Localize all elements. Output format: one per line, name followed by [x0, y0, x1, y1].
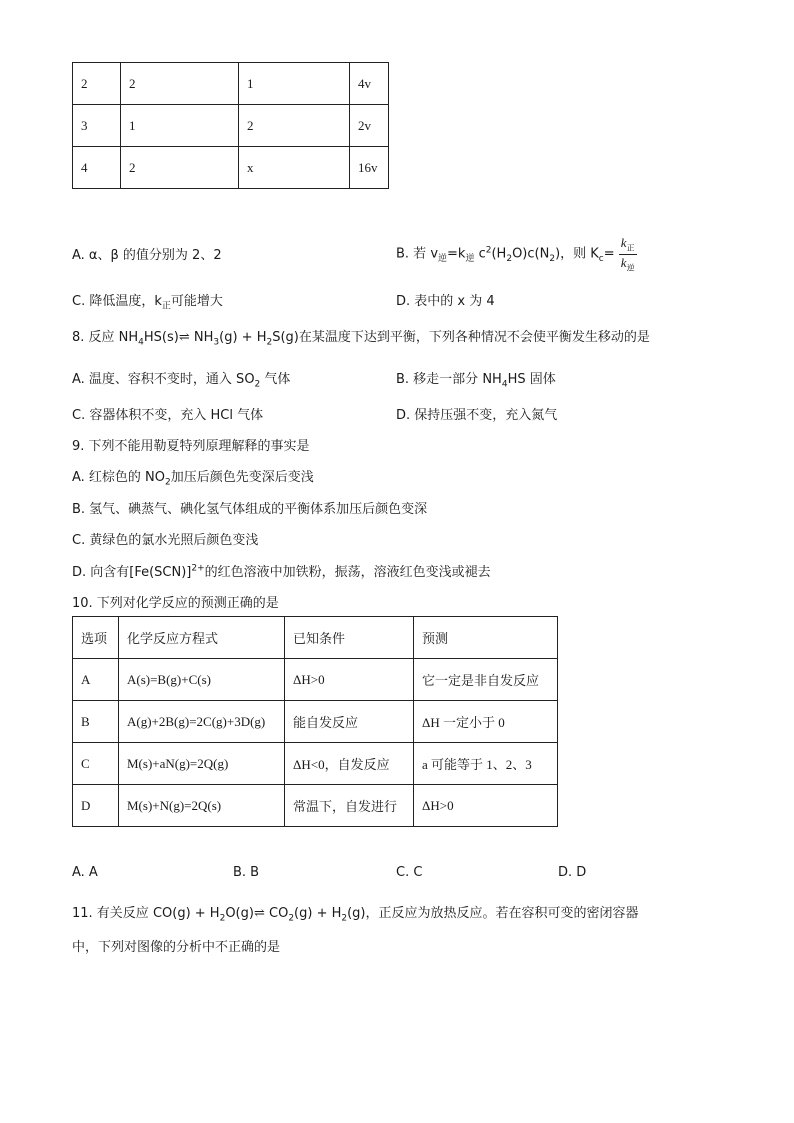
text: =	[603, 246, 615, 262]
table-header: 预测	[414, 617, 558, 659]
text: (g) + H	[219, 330, 267, 345]
table-cell: a 可能等于 1、2、3	[414, 743, 558, 785]
table-cell: 2	[121, 63, 239, 105]
q7-option-a: A. α、β 的值分别为 2、2	[72, 248, 222, 263]
table-cell: A	[73, 659, 119, 701]
q10-stem: 10. 下列对化学反应的预测正确的是	[72, 596, 279, 611]
text: 逆	[465, 254, 475, 265]
table-cell: 2	[73, 63, 121, 105]
text: c	[598, 254, 604, 265]
text: O)c(N	[512, 246, 550, 262]
rate-constant-fraction	[619, 236, 637, 272]
text: k	[620, 254, 627, 270]
text: 8. 反应 NH	[72, 330, 139, 345]
table-row	[73, 785, 558, 827]
table-cell: 3	[73, 105, 121, 147]
table-cell: ΔH 一定小于 0	[414, 701, 558, 743]
q8-option-b	[396, 368, 556, 390]
q7-option-c	[72, 290, 223, 312]
table-header-row	[73, 617, 558, 659]
table-cell: A(g)+2B(g)=2C(g)+3D(g)	[119, 701, 285, 743]
text: 3	[213, 337, 220, 348]
text: c	[474, 246, 486, 262]
table-row	[73, 147, 389, 189]
text: D. 向含有[Fe(SCN)]	[72, 565, 192, 580]
text: ，正反应为放热反应。若在容积可变的密闭容器	[365, 906, 639, 921]
text: NH	[189, 330, 214, 345]
table-cell: 2	[239, 105, 350, 147]
q11-stem	[72, 902, 639, 924]
text: 2	[549, 254, 556, 265]
text: =k	[447, 246, 466, 262]
text: 4	[501, 379, 508, 390]
table-cell: 4	[73, 147, 121, 189]
text: 2	[485, 245, 492, 256]
table-header: 已知条件	[285, 617, 414, 659]
table-cell: 1	[239, 63, 350, 105]
text: 2+	[191, 563, 205, 574]
q8-stem	[72, 326, 650, 348]
text: )，则 K	[555, 246, 599, 262]
text: 可能增大	[170, 294, 223, 309]
table-cell: 2v	[350, 105, 389, 147]
text: CO	[264, 906, 289, 921]
rate-data-table	[72, 62, 389, 189]
text: 2	[219, 913, 226, 924]
q9-option-c: C. 黄绿色的氯水光照后颜色变浅	[72, 533, 259, 548]
table-cell: C	[73, 743, 119, 785]
table-cell: 1	[121, 105, 239, 147]
table-cell: 4v	[350, 63, 389, 105]
text: 2	[254, 379, 261, 390]
table-cell: 常温下，自发进行	[285, 785, 414, 827]
q10-answer-c: C. C	[396, 865, 423, 880]
text: HS 固体	[507, 372, 556, 387]
reaction-prediction-table	[72, 616, 558, 827]
q7-option-b	[396, 236, 637, 272]
text: 正	[626, 243, 635, 253]
table-cell: ΔH>0	[285, 659, 414, 701]
text: (g) + H	[294, 906, 342, 921]
text: 11. 有关反应 CO(g) + H	[72, 906, 220, 921]
table-cell: 它一定是非自发反应	[414, 659, 558, 701]
text: 2	[506, 254, 513, 265]
table-cell: M(s)+aN(g)=2Q(g)	[119, 743, 285, 785]
q10-answer-b: B. B	[233, 865, 260, 880]
table-row	[73, 63, 389, 105]
text: 4	[138, 337, 144, 348]
q7-option-d: D. 表中的 x 为 4	[396, 294, 495, 309]
q8-option-a	[72, 368, 290, 390]
text: 在某温度下达到平衡，下列各种情况不会使平衡发生移动的是	[298, 330, 650, 345]
text: O(g)	[225, 906, 254, 921]
text: S(g)	[272, 330, 299, 345]
table-cell: x	[239, 147, 350, 189]
text: 2	[266, 337, 273, 348]
table-cell: ΔH<0，自发反应	[285, 743, 414, 785]
text: k	[620, 235, 627, 250]
table-header: 选项	[73, 617, 119, 659]
text: A. 温度、容积不变时，通入 SO	[72, 372, 255, 387]
table-row	[73, 105, 389, 147]
table-cell: D	[73, 785, 119, 827]
table-row	[73, 659, 558, 701]
text: 2	[341, 913, 348, 924]
q10-answer-d: D. D	[558, 865, 587, 880]
table-cell: ΔH>0	[414, 785, 558, 827]
q8-option-d: D. 保持压强不变，充入氮气	[396, 408, 558, 423]
text: 的红色溶液中加铁粉，振荡，溶液红色变浅或褪去	[204, 565, 491, 580]
table-cell: B	[73, 701, 119, 743]
text: C. 降低温度，k	[72, 294, 162, 309]
equilibrium-arrow-icon: ⇌	[253, 905, 265, 920]
table-cell: 16v	[350, 147, 389, 189]
q10-answer-a: A. A	[72, 865, 98, 880]
table-row	[73, 701, 558, 743]
q9-option-d	[72, 561, 491, 580]
text: 正	[161, 301, 171, 312]
text: HS(s)	[143, 330, 179, 345]
text: 气体	[260, 372, 291, 387]
text: 2	[288, 913, 295, 924]
q9-option-a	[72, 466, 314, 488]
text: B. 若 v	[396, 246, 439, 262]
text: 2	[165, 477, 171, 488]
text: (g)	[347, 906, 366, 921]
table-cell: A(s)=B(g)+C(s)	[119, 659, 285, 701]
table-cell: 能自发反应	[285, 701, 414, 743]
text: 逆	[438, 254, 448, 265]
q11-stem-line2: 中，下列对图像的分析中不正确的是	[72, 940, 281, 955]
text: 加压后颜色先变深后变浅	[170, 470, 314, 485]
q9-option-b: B. 氢气、碘蒸气、碘化氢气体组成的平衡体系加压后颜色变深	[72, 502, 428, 517]
table-cell: M(s)+N(g)=2Q(s)	[119, 785, 285, 827]
q9-stem: 9. 下列不能用勒夏特列原理解释的事实是	[72, 439, 310, 454]
q8-option-c: C. 容器体积不变，充入 HCl 气体	[72, 408, 264, 423]
table-row	[73, 743, 558, 785]
text: 逆	[626, 263, 635, 273]
text: (H	[491, 246, 507, 262]
text: A. 红棕色的 NO	[72, 470, 166, 485]
table-header: 化学反应方程式	[119, 617, 285, 659]
equilibrium-arrow-icon: ⇌	[178, 329, 190, 344]
text: B. 移走一部分 NH	[396, 372, 502, 387]
table-cell: 2	[121, 147, 239, 189]
